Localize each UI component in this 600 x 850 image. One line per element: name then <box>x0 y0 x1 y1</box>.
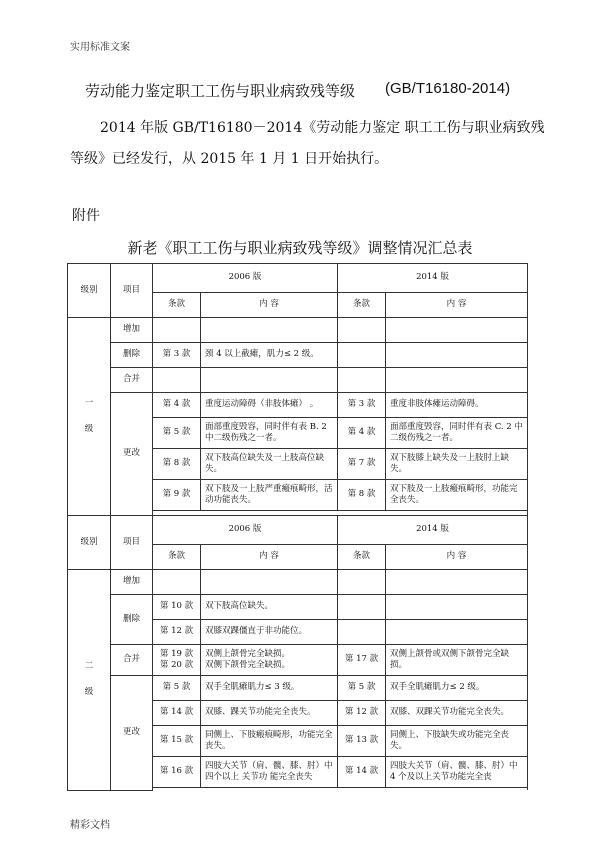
clause-2006: 第 5 款 <box>153 418 201 449</box>
adjustment-summary-table <box>67 263 528 791</box>
table-row <box>68 645 528 676</box>
table-row <box>68 393 528 418</box>
content-2006: 重度运动障碍（非肢体瘫） 。 <box>201 393 338 418</box>
document-title <box>85 80 511 101</box>
content-2014: 双膝、双踝关节功能完全丧失。 <box>386 701 528 726</box>
content-2014: 四肢大关节（肩、髋、膝、肘）中 4 个及以上关节功能完全丧 <box>386 757 528 788</box>
title-standard-code: (GB/T16180-2014) <box>385 80 511 97</box>
content-2006: 双下肢及一上肢严重瘢痕畸形，活动功能丧失。 <box>201 480 338 511</box>
clause-2014: 第 13 款 <box>338 726 386 757</box>
content-2014: 双侧上颌骨或双侧下颌骨完全缺损。 <box>386 645 528 676</box>
clause-2014: 第 7 款 <box>338 449 386 480</box>
header-content-2006: 内 容 <box>201 293 338 318</box>
clause-2006: 第 12 款 <box>153 620 201 645</box>
grade-1-label: 一 级 <box>68 318 111 516</box>
content-2006: 四肢大关节（肩、髋、膝、肘）中四个以上 关节功 能完全丧失 <box>201 757 338 788</box>
page-footer: 精彩文档 <box>70 820 110 831</box>
page-header: 实用标准文案 <box>70 42 130 53</box>
content-2006: 双膝、踝关节功能完全丧失。 <box>201 701 338 726</box>
content-2006: 双下肢高位缺失。 <box>201 595 338 620</box>
clause-2006: 第 15 款 <box>153 726 201 757</box>
content-2006: 双膝双踝僵直于非功能位。 <box>201 620 338 645</box>
clause-2006: 第 14 款 <box>153 701 201 726</box>
table-row <box>68 595 528 620</box>
item-add: 增加 <box>111 570 153 595</box>
item-merge: 合并 <box>111 645 153 676</box>
table-header-row <box>68 516 528 545</box>
item-merge: 合并 <box>111 368 153 393</box>
header-content-2014: 内 容 <box>386 545 528 570</box>
content-2006: 同侧上、下肢瘢痕畸形，功能完全丧失。 <box>201 726 338 757</box>
content-2006-merged: 双侧上颌骨完全缺损。 双侧下颌骨完全缺损。 <box>201 645 338 676</box>
content-2006: 双下肢高位缺失及一上肢高位缺失。 <box>201 449 338 480</box>
content-2014: 同侧上、下肢缺失或功能完全丧失。 <box>386 726 528 757</box>
item-change: 更改 <box>111 393 153 516</box>
content-2006: 双手全肌瘫肌力≤ 3 级。 <box>201 676 338 701</box>
header-2006: 2006 版 <box>153 516 338 545</box>
item-delete: 删除 <box>111 343 153 368</box>
item-delete: 删除 <box>111 595 153 645</box>
table-row <box>68 676 528 701</box>
content-2014: 双手全肌瘫肌力≤ 2 级。 <box>386 676 528 701</box>
clause-2006: 第 10 款 <box>153 595 201 620</box>
header-item: 项目 <box>111 516 153 570</box>
header-grade: 级别 <box>68 516 111 570</box>
header-2014: 2014 版 <box>338 264 528 293</box>
table-row <box>68 343 528 368</box>
header-grade: 级别 <box>68 264 111 318</box>
clause-2014: 第 4 款 <box>338 418 386 449</box>
header-clause-2006: 条款 <box>153 293 201 318</box>
content-2014: 面部重度毁容，同时伴有表 C. 2 中二级伤残之一者。 <box>386 418 528 449</box>
item-change: 更改 <box>111 676 153 791</box>
grade-2-label: 二 级 <box>68 570 111 791</box>
content-2014: 双下肢膝上缺失及一上肢肘上缺失。 <box>386 449 528 480</box>
content-2014: 重度非肢体瘫运动障碍。 <box>386 393 528 418</box>
annex-label: 附件 <box>72 208 100 224</box>
content-2006: 面部重度毁容，同时伴有表 B. 2 中二级伤残之一者。 <box>201 418 338 449</box>
header-clause-2006: 条款 <box>153 545 201 570</box>
table-row <box>68 570 528 595</box>
clause-2006: 第 16 款 <box>153 757 201 788</box>
clause-2014: 第 5 款 <box>338 676 386 701</box>
clause-2006: 第 9 款 <box>153 480 201 511</box>
clause-2014: 第 14 款 <box>338 757 386 788</box>
table-row <box>68 368 528 393</box>
table-row <box>68 318 528 343</box>
title-text: 劳动能力鉴定职工工伤与职业病致残等级 <box>85 82 356 100</box>
header-clause-2014: 条款 <box>338 293 386 318</box>
content-2014: 双下肢及一上肢瘢痕畸形，功能完全丧失。 <box>386 480 528 511</box>
table-title: 新老《职工工伤与职业病致残等级》调整情况汇总表 <box>127 239 473 257</box>
clause-2014: 第 8 款 <box>338 480 386 511</box>
clause-2006-merged: 第 19 款 第 20 款 <box>153 645 201 676</box>
header-2006: 2006 版 <box>153 264 338 293</box>
header-2014: 2014 版 <box>338 516 528 545</box>
clause-2014: 第 3 款 <box>338 393 386 418</box>
content-2006: 颈 4 以上截瘫，肌力≤ 2 级。 <box>201 343 338 368</box>
item-add: 增加 <box>111 318 153 343</box>
clause-2006: 第 3 款 <box>153 343 201 368</box>
clause-2006: 第 4 款 <box>153 393 201 418</box>
clause-2006: 第 5 款 <box>153 676 201 701</box>
clause-2014: 第 17 款 <box>338 645 386 676</box>
intro-paragraph-line-2: 等级》已经发行，从 2015 年 1 月 1 日开始执行。 <box>70 151 389 167</box>
intro-paragraph-line-1: 2014 年版 GB/T16180－2014《劳动能力鉴定 职工工伤与职业病致残 <box>100 120 545 136</box>
header-item: 项目 <box>111 264 153 318</box>
table-header-row <box>68 264 528 293</box>
header-clause-2014: 条款 <box>338 545 386 570</box>
clause-2006: 第 8 款 <box>153 449 201 480</box>
header-content-2006: 内 容 <box>201 545 338 570</box>
header-content-2014: 内 容 <box>386 293 528 318</box>
clause-2014: 第 12 款 <box>338 701 386 726</box>
